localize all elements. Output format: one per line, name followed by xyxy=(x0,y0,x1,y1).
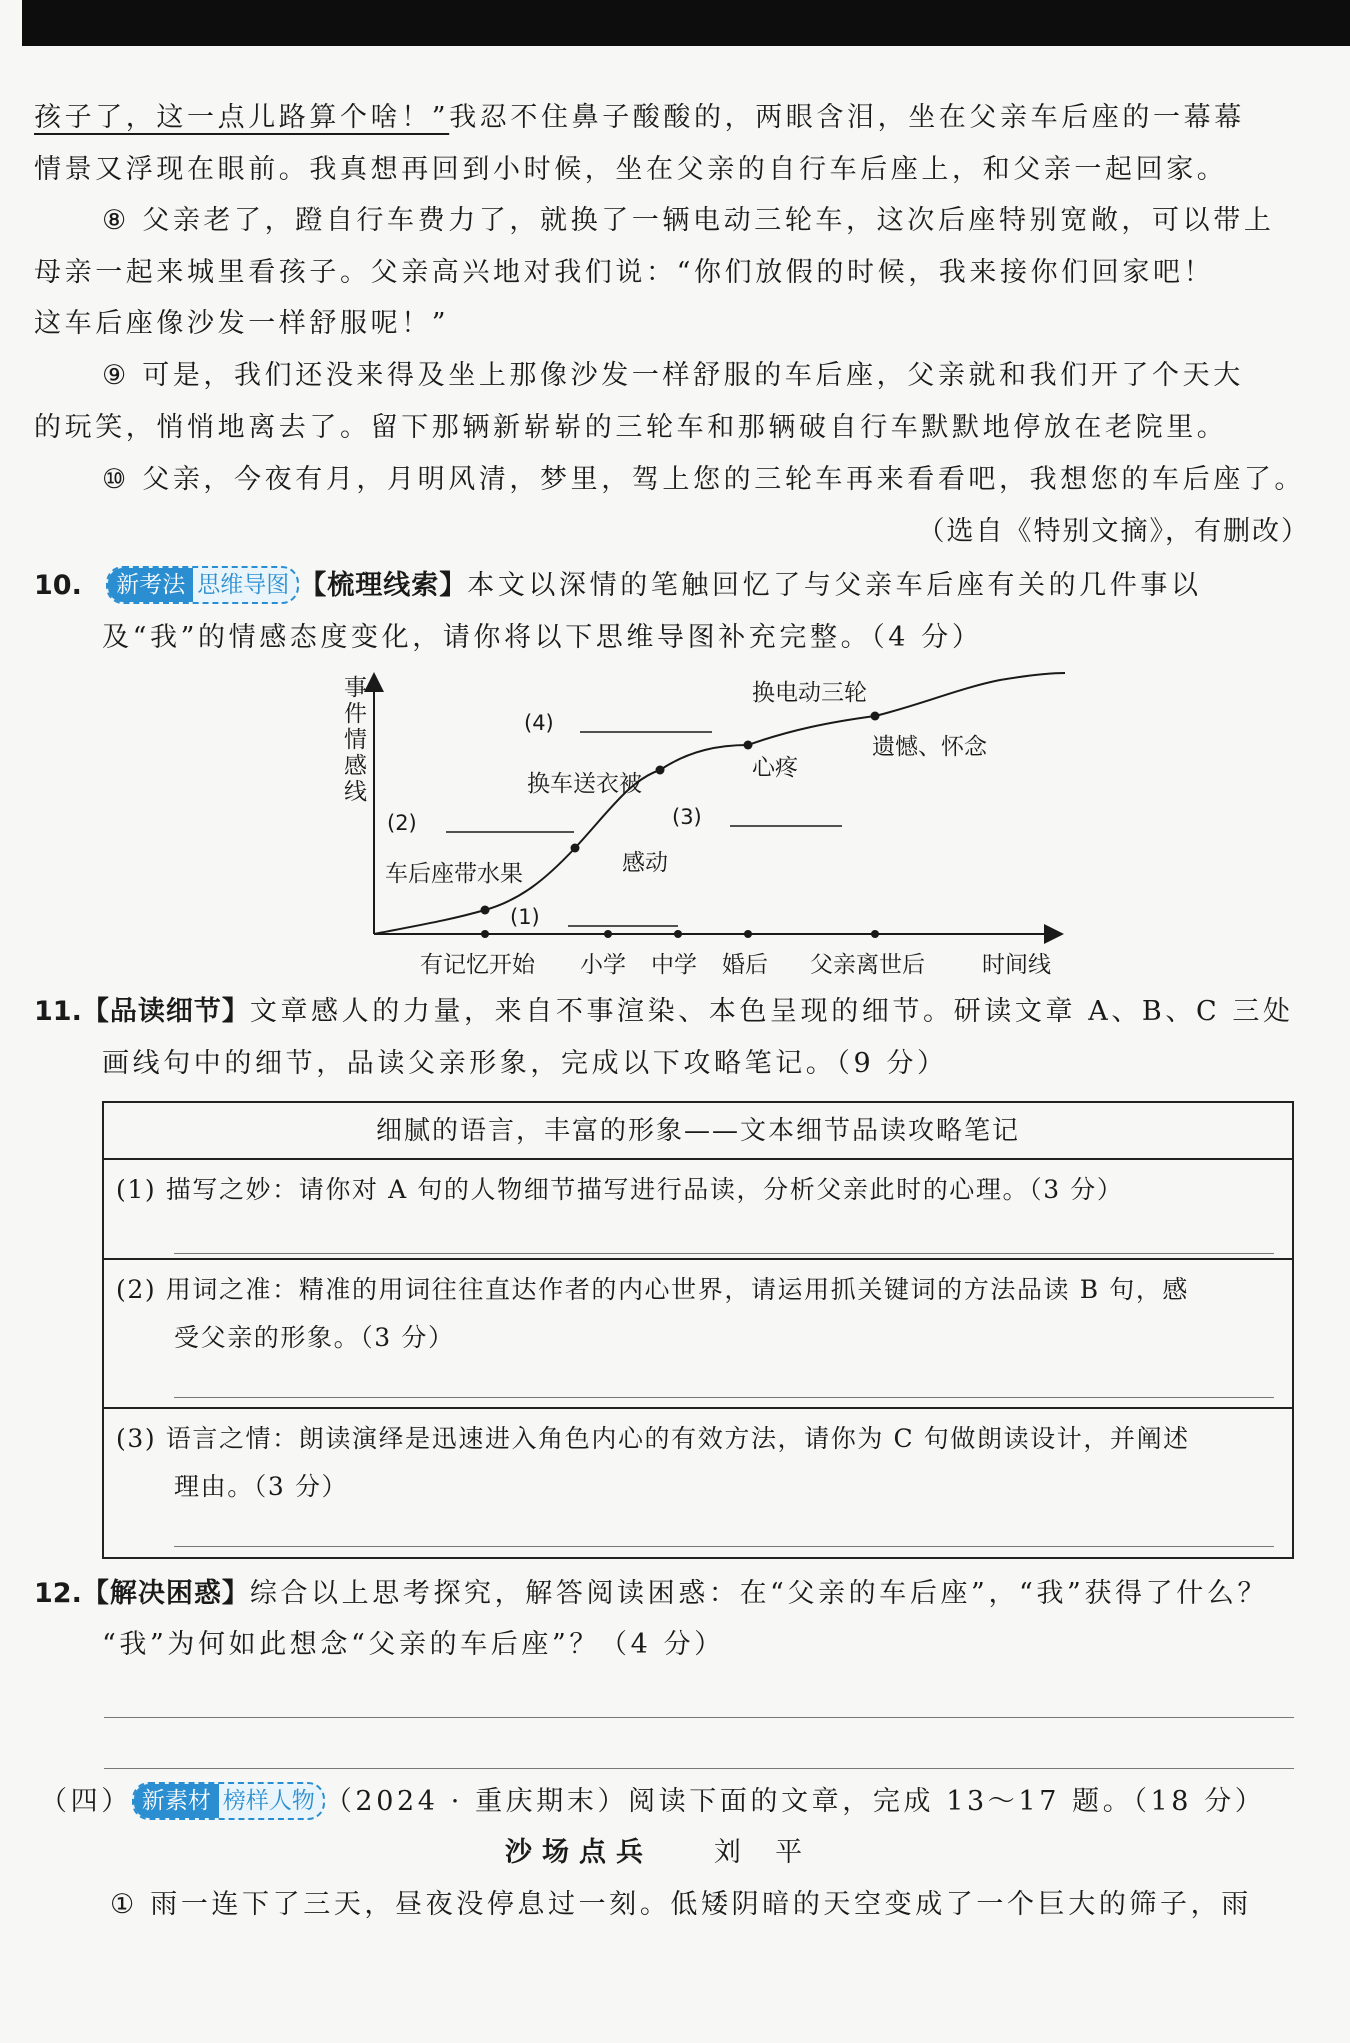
emotion-label-3: 遗憾、怀念 xyxy=(872,734,987,760)
question-12-number: 12. xyxy=(34,1578,82,1609)
passage-line-1 xyxy=(34,98,1245,138)
blank-label-4: (4) xyxy=(524,711,554,735)
source-citation: （选自《特别文摘》，有删改） xyxy=(917,516,1310,547)
y-axis-label xyxy=(344,675,367,805)
question-12-label: 【解决困惑】 xyxy=(81,1578,250,1609)
answer-line-3[interactable] xyxy=(174,1546,1274,1547)
emotion-curve xyxy=(374,673,1065,934)
notes-row-1 xyxy=(104,1158,1292,1204)
x-tick-label-3: 中学 xyxy=(651,952,697,978)
question-10-number: 10. xyxy=(34,570,82,601)
answer-line-q12-2[interactable] xyxy=(104,1768,1294,1769)
y-axis-label-char: 事 xyxy=(344,675,367,701)
question-10-line-2: 及“我”的情感态度变化，请你将以下思维导图补充完整。（4 分） xyxy=(102,622,983,653)
curve-point-2 xyxy=(571,844,580,853)
paragraph-10-text-1: 父亲，今夜有月，月明风清，梦里，驾上您的三轮车再来看看吧，我想您的车后座了。 xyxy=(142,464,1306,495)
x-tick-dot-3 xyxy=(674,930,682,938)
paragraph-8-line-2: 母亲一起来城里看孩子。父亲高兴地对我们说：“你们放假的时候，我来接你们回家吧！ xyxy=(34,257,1215,288)
x-tick-dot-1 xyxy=(481,930,489,938)
top-bar-gap xyxy=(0,0,22,46)
event-label-3: 换电动三轮 xyxy=(752,680,867,706)
question-10-label: 【梳理线索】 xyxy=(299,570,468,601)
notes-table xyxy=(102,1101,1294,1559)
x-tick-label-1: 有记忆开始 xyxy=(420,952,535,978)
notes-item-3-line-2: 理由。（3 分） xyxy=(174,1472,349,1501)
y-axis-label-char: 情 xyxy=(344,727,367,753)
paragraph-9-text-1: 可是，我们还没来得及坐上那像沙发一样舒服的车后座，父亲就和我们开了个天大 xyxy=(142,360,1244,391)
y-axis-label-char: 线 xyxy=(344,779,367,805)
section-4-label: （四） xyxy=(40,1786,132,1817)
event-label-2: 换车送衣被 xyxy=(527,771,642,797)
question-11-text-1: 文章感人的力量，来自不事渲染、本色呈现的细节。研读文章 A、B、C 三处 xyxy=(249,996,1294,1027)
x-axis-label: 时间线 xyxy=(982,952,1051,978)
tag-mind-map: 思维导图 xyxy=(197,571,290,598)
y-axis-label-char: 感 xyxy=(344,753,367,779)
question-11-number: 11. xyxy=(34,996,82,1027)
emotion-label-1: 感动 xyxy=(622,850,668,876)
curve-point-3 xyxy=(656,766,665,775)
question-11-line-1 xyxy=(34,992,1294,1032)
answer-line-q12-1[interactable] xyxy=(104,1717,1294,1718)
passage-line-2: 情景又浮现在眼前。我真想再回到小时候，坐在父亲的自行车后座上，和父亲一起回家。 xyxy=(34,154,1228,185)
x-tick-label-2: 小学 xyxy=(580,952,626,978)
y-axis-label-char: 件 xyxy=(344,701,367,727)
article-title-line xyxy=(505,1833,806,1873)
article-paragraph-1-number: ① xyxy=(110,1889,135,1920)
top-black-bar xyxy=(0,0,1350,46)
paragraph-9-line-2: 的玩笑，悄悄地离去了。留下那辆新崭崭的三轮车和那辆破自行车默默地停放在老院里。 xyxy=(34,412,1228,443)
question-11-label: 【品读细节】 xyxy=(81,996,250,1027)
article-title: 沙场点兵 xyxy=(505,1837,653,1868)
x-tick-dot-2 xyxy=(604,930,612,938)
section-4-tag xyxy=(132,1782,325,1820)
paragraph-9-number: ⑨ xyxy=(102,360,127,391)
tag-new-material: 新素材 xyxy=(134,1784,219,1818)
question-12-line-2: “我”为何如此想念“父亲的车后座”？（4 分） xyxy=(102,1629,725,1660)
question-10-line-1 xyxy=(34,566,1202,606)
article-paragraph-1-line-1 xyxy=(110,1885,1252,1925)
tag-new-method: 新考法 xyxy=(108,568,193,602)
article-author: 刘 平 xyxy=(713,1837,806,1868)
paragraph-8-line-1 xyxy=(102,201,1274,241)
notes-row-2 xyxy=(104,1258,1292,1352)
underlined-sentence-c: 孩子了，这一点儿路算个啥！” xyxy=(34,102,450,133)
paragraph-10-number: ⑩ xyxy=(102,464,127,495)
question-12-text-1: 综合以上思考探究，解答阅读困惑：在“父亲的车后座”，“我”获得了什么？ xyxy=(249,1578,1269,1609)
question-10-text-1: 本文以深情的笔触回忆了与父亲车后座有关的几件事以 xyxy=(467,570,1202,601)
curve-point-1 xyxy=(481,906,490,915)
paragraph-8-text-1: 父亲老了，蹬自行车费力了，就换了一辆电动三轮车，这次后座特别宽敞，可以带上 xyxy=(142,205,1275,236)
blank-label-3: (3) xyxy=(672,805,702,829)
passage-line-1-rest: 我忍不住鼻子酸酸的，两眼含泪，坐在父亲车后座的一幕幕 xyxy=(449,102,1245,133)
notes-item-3-line-1: (3) 语言之情：朗读演绎是迅速进入角色内心的有效方法，请你为 C 句做朗读设计，并阐述 xyxy=(116,1424,1190,1453)
x-tick-dot-5 xyxy=(871,930,879,938)
notes-row-3 xyxy=(104,1407,1292,1501)
x-tick-dots xyxy=(481,930,879,938)
question-11-line-2: 画线句中的细节，品读父亲形象，完成以下攻略笔记。（9 分） xyxy=(102,1048,948,1079)
answer-line-1[interactable] xyxy=(174,1253,1274,1254)
section-4-header xyxy=(40,1782,1265,1822)
notes-item-2-line-1: (2) 用词之准：精准的用词往往直达作者的内心世界，请运用抓关键词的方法品读 B 句，感 xyxy=(116,1275,1190,1304)
notes-item-1: (1) 描写之妙：请你对 A 句的人物细节描写进行品读，分析父亲此时的心理。（3 分） xyxy=(116,1175,1124,1204)
question-12-line-1 xyxy=(34,1574,1268,1614)
article-paragraph-1-text: 雨一连下了三天，昼夜没停息过一刻。低矮阴暗的天空变成了一个巨大的筛子，雨 xyxy=(150,1889,1252,1920)
x-tick-label-5: 父亲离世后 xyxy=(810,952,925,978)
x-tick-label-4: 婚后 xyxy=(722,952,768,978)
answer-line-2[interactable] xyxy=(174,1397,1274,1398)
blank-label-1: (1) xyxy=(510,905,540,929)
paragraph-10-line-1 xyxy=(102,460,1305,500)
curve-point-4 xyxy=(744,741,753,750)
curve-point-5 xyxy=(871,712,880,721)
tag-role-model: 榜样人物 xyxy=(222,1787,315,1814)
question-10-tag xyxy=(106,566,299,604)
x-tick-dot-4 xyxy=(744,930,752,938)
section-4-text: （2024 · 重庆期末）阅读下面的文章，完成 13～17 题。（18 分） xyxy=(324,1786,1266,1817)
paragraph-8-line-3: 这车后座像沙发一样舒服呢！” xyxy=(34,308,450,339)
blank-label-2: (2) xyxy=(387,811,417,835)
paragraph-8-number: ⑧ xyxy=(102,205,127,236)
curve-points xyxy=(481,712,880,915)
event-label-1: 车后座带水果 xyxy=(385,861,523,887)
notes-item-2-line-2: 受父亲的形象。（3 分） xyxy=(174,1323,455,1352)
notes-table-title: 细腻的语言，丰富的形象——文本细节品读攻略笔记 xyxy=(375,1116,1020,1146)
paragraph-9-line-1 xyxy=(102,356,1244,396)
emotion-label-2: 心疼 xyxy=(752,755,798,781)
